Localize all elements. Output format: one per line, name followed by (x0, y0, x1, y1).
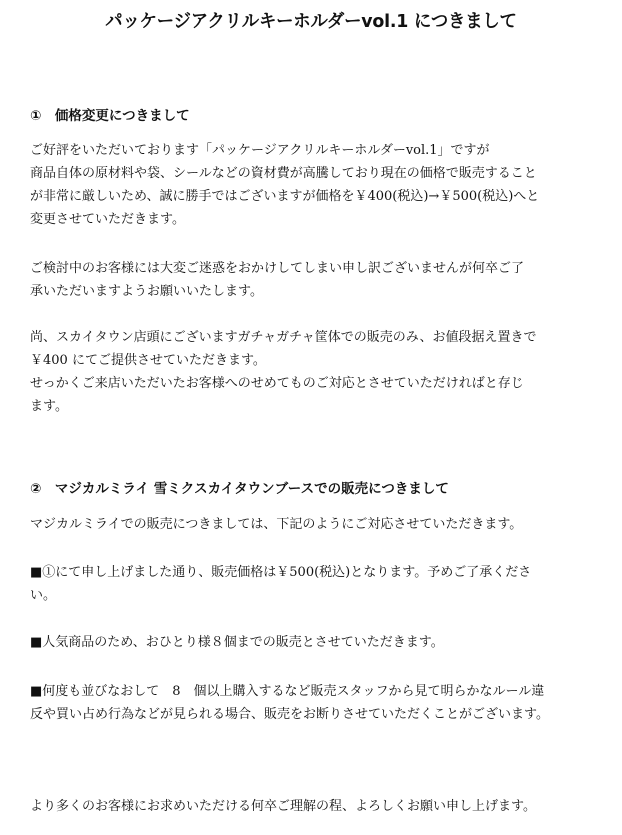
section-2-paragraph-3 (30, 631, 598, 654)
text-line: 変更させていただきます。 (30, 212, 185, 227)
text-line: 商品自体の原材料や袋、シールなどの資材費が高騰しており現在の価格で販売すること (30, 166, 537, 181)
text-line: せっかくご来店いただいたお客様へのせめてものご対応とさせていただければと存じ (30, 376, 524, 391)
text-line: ご検討中のお客様には大変ご迷惑をおかけしてしまい申し訳ございませんが何卒ご了 (30, 261, 525, 276)
section-1-paragraph-2 (30, 257, 598, 303)
section-1-paragraph-3 (30, 326, 598, 418)
text-line: ￥400 にてご提供させていただきます。 (30, 353, 266, 368)
section-2-heading: ② マジカルミライ 雪ミクスカイタウンブースでの販売につきまして (30, 481, 449, 497)
text-line: マジカルミライでの販売につきましては、下記のようにご対応させていただきます。 (30, 517, 523, 532)
text-line: ます。 (30, 399, 68, 414)
text-line: より多くのお客様にお求めいただける何卒ご理解の程、よろしくお願い申し上げます。 (30, 799, 536, 814)
text-line: ご好評をいただいております「パッケージアクリルキーホルダーvol.1」ですが (30, 143, 490, 158)
text-line: ■①にて申し上げました通り、販売価格は￥500(税込)となります。予めご了承くださ (30, 565, 532, 580)
text-line: 反や買い占め行為などが見られる場合、販売をお断りさせていただくことがございます。 (30, 707, 549, 722)
text-line: 尚、スカイタウン店頭にございますガチャガチャ筐体での販売のみ、お値段据え置きで (30, 330, 537, 345)
section-2-paragraph-2 (30, 561, 598, 607)
text-line: が非常に厳しいため、誠に勝手ではございますが価格を￥400(税込)→￥500(税込)へと (30, 189, 540, 204)
text-line: ■何度も並びなおして 8 個以上購入するなど販売スタッフから見て明らかなルール違 (30, 684, 545, 699)
page-title: パッケージアクリルキーホルダーvol.1 につきまして (105, 11, 517, 32)
text-line: 承いただいますようお願いいたします。 (30, 284, 263, 299)
section-1-heading: ① 価格変更につきまして (30, 108, 190, 124)
section-2-paragraph-1 (30, 513, 598, 536)
text-line: い。 (30, 588, 57, 603)
section-2-paragraph-4 (30, 680, 598, 726)
closing-paragraph (30, 795, 598, 818)
section-1-paragraph-1 (30, 139, 598, 231)
text-line: ■人気商品のため、おひとり様８個までの販売とさせていただきます。 (30, 635, 444, 650)
